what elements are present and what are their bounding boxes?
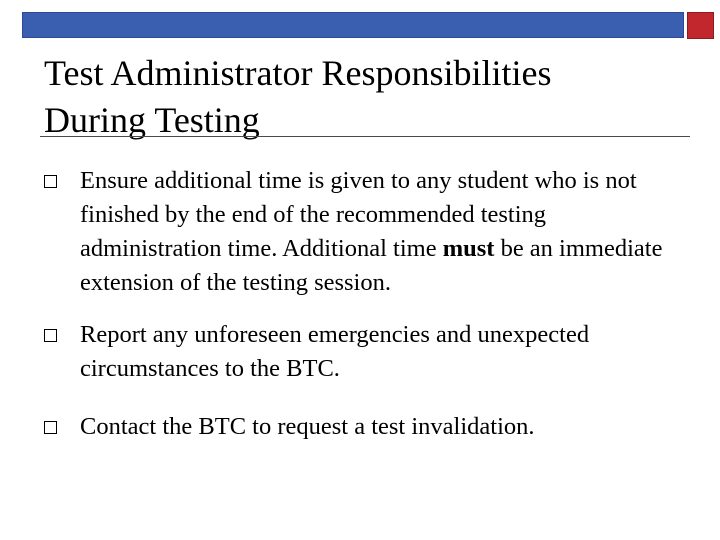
bullet-text-3: Contact the BTC to request a test invalidation. xyxy=(80,413,535,440)
bullet-text-2: Report any unforeseen emergencies and unexpected circumstances to the BTC. xyxy=(80,321,590,382)
hollow-square-bullet-icon xyxy=(44,175,57,188)
hollow-square-bullet-icon xyxy=(44,421,57,434)
slide-title-line-2: During Testing xyxy=(44,100,260,140)
bullet-text-1-emphasis: must xyxy=(442,235,495,262)
slide-title-line-1: Test Administrator Responsibilities xyxy=(44,53,552,93)
hollow-square-bullet-icon xyxy=(44,329,57,342)
bullet-text-1 xyxy=(80,164,680,300)
bullet-text-1-part-a: Ensure additional time is given to any student who is not finished by the end of the recommended testing administration time. Additional time xyxy=(80,167,637,262)
bullet-text-1-part-b: be an immediate extension of the testing session. xyxy=(80,235,663,296)
